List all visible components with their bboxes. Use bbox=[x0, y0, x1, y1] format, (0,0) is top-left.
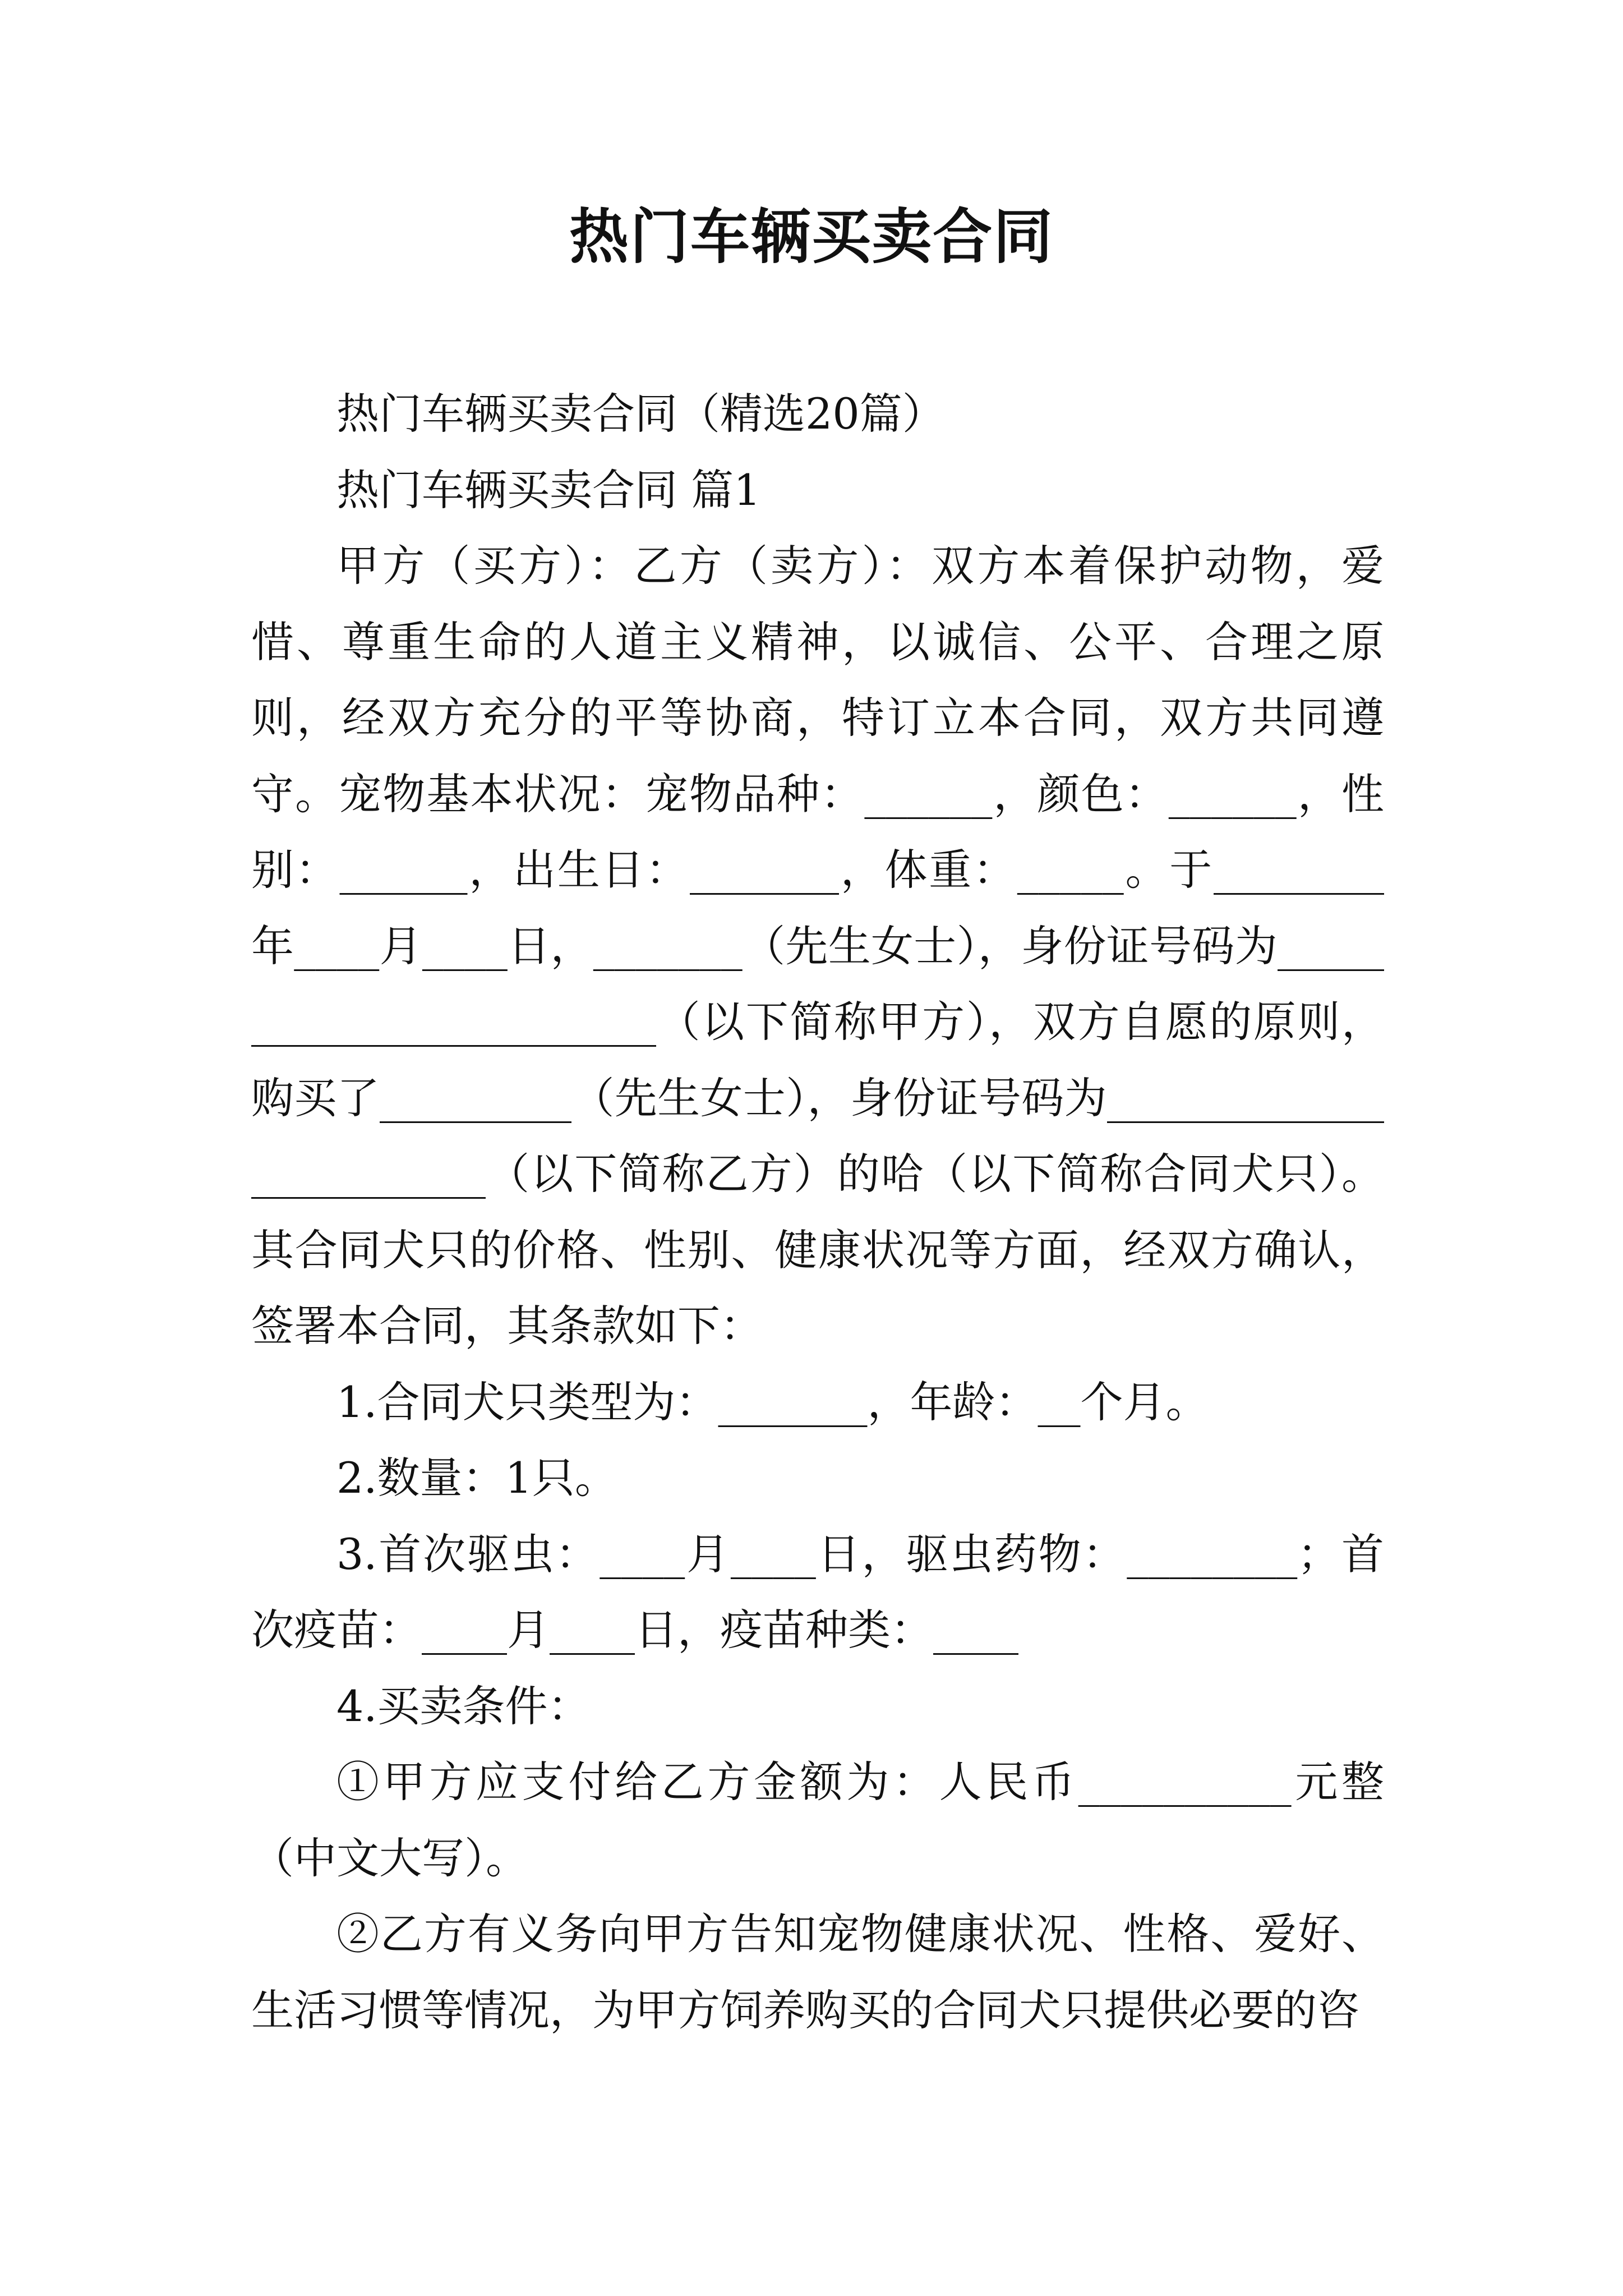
paragraph-clause-4: 4.买卖条件： bbox=[336, 1681, 591, 1731]
paragraph-section-heading: 热门车辆买卖合同 篇1 bbox=[336, 464, 761, 515]
document-title: 热门车辆买卖合同 bbox=[569, 201, 1054, 272]
paragraph-clause-2: 2.数量：1只。 bbox=[336, 1453, 617, 1503]
paragraph-clause-1: 1.合同犬只类型为：_______，年龄：__个月。 bbox=[336, 1377, 1209, 1427]
paragraph-clause-4-item-1: ①甲方应支付给乙方金额为：人民币__________元整（中文大写）。 bbox=[251, 1757, 1384, 1883]
paragraph-clause-3: 3.首次驱虫：____月____日，驱虫药物：________；首次疫苗：____月____日，疫苗种类：____ bbox=[251, 1529, 1384, 1655]
paragraph-subtitle: 热门车辆买卖合同（精选20篇） bbox=[336, 389, 945, 439]
document-body bbox=[251, 376, 1384, 2048]
paragraph-preamble: 甲方（买方）：乙方（卖方）：双方本着保护动物，爱惜、尊重生命的人道主义精神，以诚信、公平、合理之原则，经双方充分的平等协商，特订立本合同，双方共同遵守。宠物基本状况：宠物品种：______，颜色：______，性别：______，出生日：_______，体重：_____。于________年____月____日，_______（先生女士），身份证号码为________________________（以下简称甲方），双方自愿的原则，购买了_________（先生女士），身份证号码为________________________（以下简称乙方）的哈（以下简称合同犬只）。其合同犬只的价格、性别、健康状况等方面，经双方确认，签署本合同，其条款如下： bbox=[251, 541, 1384, 1351]
paragraph-clause-4-item-2: ②乙方有义务向甲方告知宠物健康状况、性格、爱好、生活习惯等情况，为甲方饲养购买的合同犬只提供必要的咨 bbox=[251, 1909, 1384, 2035]
